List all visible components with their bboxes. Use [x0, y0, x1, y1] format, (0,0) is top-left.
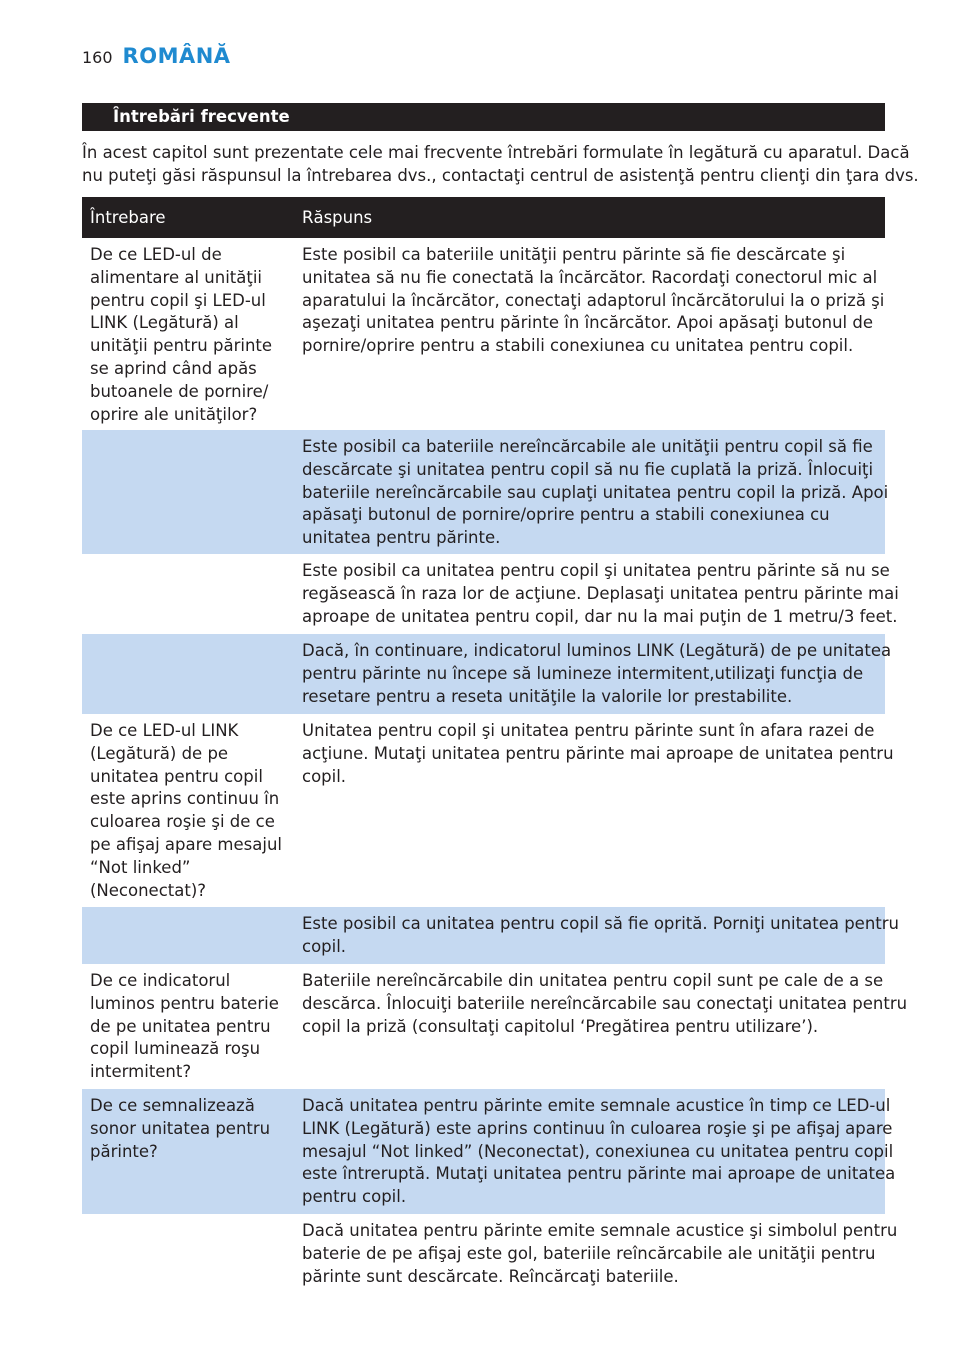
question-line: de pe unitatea pentru — [90, 1016, 271, 1036]
answer-cell — [302, 1220, 898, 1288]
question-line: De ce LED-ul de — [90, 245, 222, 264]
answer-line: copil la priză (consultaţi capitolul ‘Pregătirea pentru utilizare’). — [302, 1016, 819, 1036]
answer-cell — [302, 1095, 896, 1209]
answer-line: unitatea să nu fie conectată la încărcător. Racordaţi conectorul mic al — [302, 267, 878, 287]
question-line: “Not linked” — [90, 857, 191, 877]
answer-line: regăsească în raza lor de acţiune. Deplasaţi unitatea pentru părinte mai — [302, 583, 899, 603]
page-number: 160 — [82, 48, 113, 67]
question-line: butoanele de pornire/ — [90, 381, 269, 401]
table-row — [82, 554, 899, 634]
question-line: culoarea roşie şi de ce — [90, 812, 275, 832]
answer-cell — [302, 913, 899, 959]
question-line: se aprind când apăs — [90, 358, 257, 378]
faq-table-header — [82, 197, 885, 238]
answer-cell — [302, 560, 899, 628]
intro-paragraph — [82, 142, 919, 188]
answer-line: bateriile nereîncărcabile sau cuplaţi unitatea pentru copil la priză. Apoi — [302, 482, 889, 502]
answer-cell — [302, 244, 885, 358]
question-line: intermitent? — [90, 1062, 192, 1082]
answer-line: baterie de pe afişaj este gol, bateriile reîncărcabile ale unităţii pentru — [302, 1243, 876, 1263]
answer-cell — [302, 436, 889, 550]
answer-line: acţiune. Mutaţi unitatea pentru părinte mai aproape de unitatea pentru — [302, 743, 894, 763]
question-line: (Neconectat)? — [90, 880, 207, 900]
intro-line: În acest capitol sunt prezentate cele mai frecvente întrebări formulate în legătură cu aparatul. Dacă — [82, 143, 910, 162]
answer-line: pornire/oprire pentru a stabili conexiunea cu unitatea pentru copil. — [302, 336, 854, 356]
table-row — [82, 1089, 896, 1214]
question-line: sonor unitatea pentru — [90, 1118, 271, 1138]
column-header-answer: Răspuns — [302, 208, 373, 227]
answer-line: apăsaţi butonul de pornire/oprire pentru a stabili conexiunea cu — [302, 505, 830, 525]
table-row — [82, 907, 899, 964]
question-line: unitatea pentru copil — [90, 766, 263, 786]
answer-line: aşezaţi unitatea pentru părinte în încărcător. Apoi apăsaţi butonul de — [302, 313, 873, 333]
answer-line: aproape de unitatea pentru copil, dar nu la mai puţin de 1 metru/3 feet. — [302, 606, 898, 626]
section-bar — [82, 103, 885, 131]
answer-cell — [302, 640, 892, 708]
question-cell — [90, 970, 290, 1084]
question-line: alimentare al unităţii — [90, 267, 263, 287]
answer-line: Bateriile nereîncărcabile din unitatea pentru copil sunt pe cale de a se — [302, 971, 884, 990]
table-row — [82, 1214, 898, 1294]
question-line: LINK (Legătură) al — [90, 313, 239, 333]
answer-line: aparatului la încărcător, conectaţi adaptorul încărcătorului la o priză şi — [302, 290, 885, 310]
question-line: De ce semnalizează — [90, 1096, 255, 1115]
question-line: luminos pentru baterie — [90, 993, 279, 1013]
question-line: părinte? — [90, 1141, 158, 1161]
question-cell — [90, 1095, 290, 1163]
answer-line: mesajul “Not linked” (Neconectat), conexiunea cu unitatea pentru copil — [302, 1141, 894, 1161]
question-line: este aprins continuu în — [90, 789, 280, 809]
answer-line: pentru părinte nu începe să lumineze intermitent,utilizaţi funcţia de — [302, 663, 864, 683]
answer-line: Dacă unitatea pentru părinte emite semnale acustice în timp ce LED-ul — [302, 1096, 891, 1115]
answer-line: LINK (Legătură) este aprins continuu în culoarea roşie şi pe afişaj apare — [302, 1118, 893, 1138]
answer-line: Este posibil ca unitatea pentru copil şi unitatea pentru părinte să nu se — [302, 561, 890, 580]
answer-line: este întreruptă. Mutaţi unitatea pentru părinte mai aproape de unitatea — [302, 1164, 896, 1184]
answer-line: unitatea pentru părinte. — [302, 528, 501, 548]
answer-cell — [302, 970, 908, 1038]
answer-line: descărcate şi unitatea pentru copil să nu fie cuplată la priză. Înlocuiţi — [302, 459, 874, 479]
question-line: unităţii pentru părinte — [90, 336, 273, 356]
question-line: De ce indicatorul — [90, 971, 231, 990]
answer-line: resetare pentru a reseta unităţile la valorile lor prestabilite. — [302, 686, 793, 706]
intro-line: nu puteţi găsi răspunsul la întrebarea dvs., contactaţi centrul de asistenţă pentru clienţi din ţara dvs. — [82, 165, 919, 185]
table-row — [82, 634, 892, 714]
answer-cell — [302, 720, 894, 788]
question-line: De ce LED-ul LINK — [90, 721, 239, 740]
answer-line: părinte sunt descărcate. Reîncărcaţi bateriile. — [302, 1266, 679, 1286]
table-row — [82, 430, 889, 554]
answer-line: descărca. Înlocuiţi bateriile nereîncărcabile sau conectaţi unitatea pentru — [302, 993, 908, 1013]
table-row — [82, 714, 894, 907]
answer-line: Este posibil ca unitatea pentru copil să fie oprită. Porniţi unitatea pentru — [302, 914, 899, 933]
question-line: (Legătură) de pe — [90, 743, 229, 763]
table-row — [82, 238, 885, 430]
language-title: ROMÂNĂ — [122, 44, 231, 68]
answer-line: copil. — [302, 766, 347, 786]
answer-line: Dacă, în continuare, indicatorul luminos LINK (Legătură) de pe unitatea — [302, 641, 892, 660]
question-cell — [90, 720, 290, 902]
answer-line: Este posibil ca bateriile nereîncărcabile ale unităţii pentru copil să fie — [302, 437, 873, 456]
page-header — [82, 44, 231, 74]
answer-line: Unitatea pentru copil şi unitatea pentru părinte sunt în afara razei de — [302, 721, 875, 740]
column-header-question: Întrebare — [90, 208, 166, 227]
question-line: oprire ale unităţilor? — [90, 404, 258, 424]
answer-line: pentru copil. — [302, 1187, 407, 1207]
section-title: Întrebări frecvente — [113, 107, 290, 126]
question-line: pentru copil şi LED-ul — [90, 290, 266, 310]
answer-line: Dacă unitatea pentru părinte emite semnale acustice şi simbolul pentru — [302, 1221, 898, 1240]
answer-line: copil. — [302, 936, 347, 956]
question-line: copil luminează roşu — [90, 1039, 261, 1059]
question-line: pe afişaj apare mesajul — [90, 834, 282, 854]
answer-line: Este posibil ca bateriile unităţii pentru părinte să fie descărcate şi — [302, 245, 846, 264]
table-row — [82, 964, 908, 1089]
question-cell — [90, 244, 290, 426]
